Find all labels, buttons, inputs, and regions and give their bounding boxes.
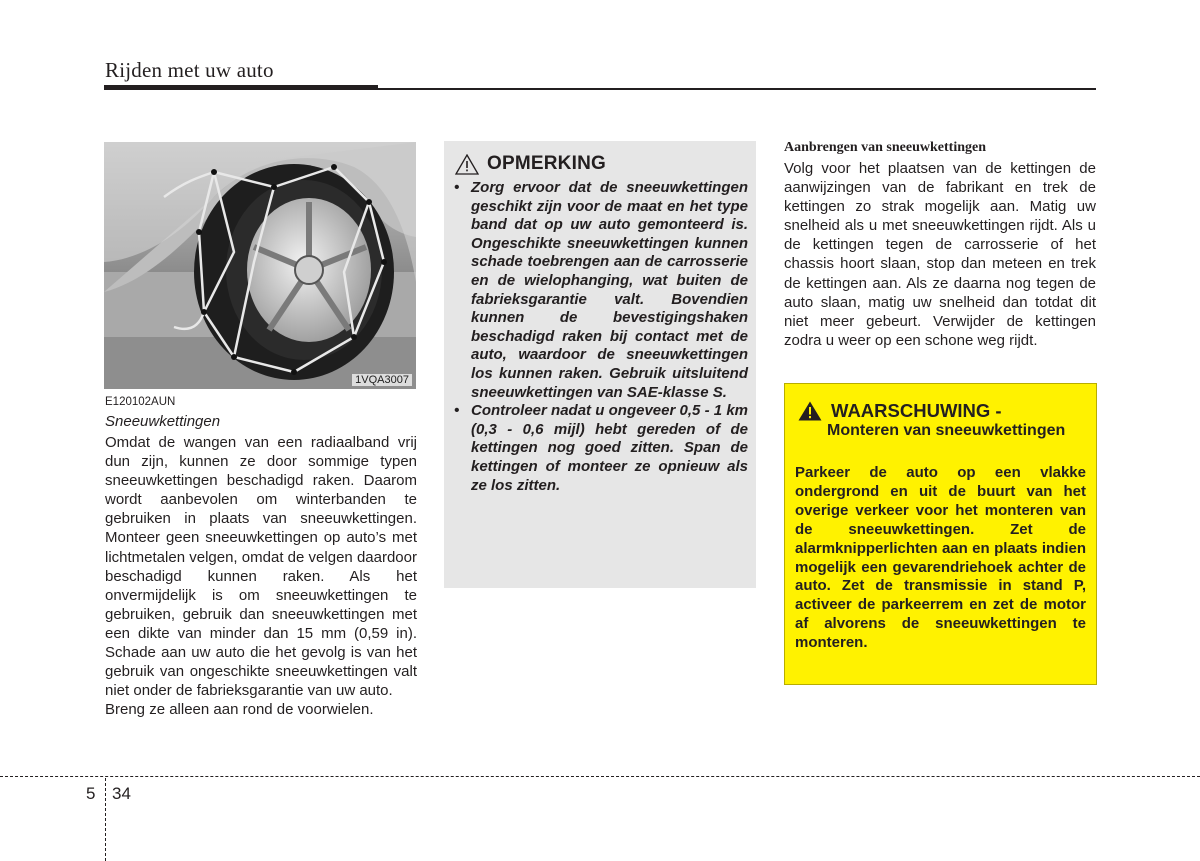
chapter-number: 5: [86, 784, 96, 803]
section-reference-code: E120102AUN: [105, 396, 176, 408]
warning-title: WAARSCHUWING -: [831, 400, 1002, 421]
footer-divider: [0, 776, 1200, 777]
note-list-item: [452, 179, 748, 402]
warning-header: [798, 400, 1002, 422]
note-list-item: [452, 402, 748, 495]
page-header-title: Rijden met uw auto: [105, 58, 274, 82]
note-title: OPMERKING: [487, 153, 606, 174]
tire-with-snow-chains-illustration: [104, 142, 416, 389]
footer-vertical-divider: [105, 778, 106, 861]
warning-triangle-icon: [798, 401, 822, 421]
figure-code: 1VQA3007: [352, 374, 412, 386]
note-header: [455, 153, 606, 175]
body-paragraph: Volg voor het plaatsen van de kettingen de aanwijzingen van de fabrikant en trek de kettingen zo strak mogelijk aan. Matig uw snelheid als u met sneeuwkettingen rijdt. Als u de kettingen tegen de carrosserie of het chassis hoort slaan, stop dan meteen en trek de kettingen aan. Als ze daarna nog tegen de auto slaan, matig uw snelheid dan totdat dit niet meer gebeurt. Verwijder de kettingen zodra u weer op een schone weg rijdt.: [784, 160, 1096, 349]
warning-subtitle: Monteren van sneeuwkettingen: [827, 422, 1066, 439]
warning-box: [784, 383, 1097, 685]
caution-triangle-icon: [455, 154, 479, 175]
note-item-text: Controleer nadat u ongeveer 0,5 - 1 km (0,3 - 0,6 mijl) hebt gereden of de kettingen nog goed zitten. Span de kettingen of monteer ze opnieuw als ze los zitten.: [471, 402, 748, 494]
bullet-icon: •: [454, 179, 460, 196]
section-heading: Aanbrengen van sneeuwkettingen: [784, 140, 986, 155]
note-list: [452, 179, 748, 495]
tire-chain-figure: [104, 142, 416, 389]
body-last-line: Breng ze alleen aan rond de voorwielen.: [105, 701, 374, 719]
header-rule-thin: [378, 88, 1096, 90]
header-rule-thick: [104, 85, 378, 90]
page-number: 34: [112, 784, 131, 803]
note-box: [444, 141, 756, 588]
section-subheading: Sneeuwkettingen: [105, 413, 221, 430]
note-item-text: Zorg ervoor dat de sneeuwkettingen geschikt zijn voor de maat en het type band dat op uw auto gemonteerd is. Ongeschikte sneeuwkettingen kunnen schade toebrengen aan de carrosserie en de wielophanging, wat buiten de fabrieksgarantie valt. Bovendien kunnen de bevestigingshaken beschadigd raken bij contact met de auto, waardoor de sneeuwkettingen los kunnen raken. Gebruik uitsluitend sneeuwkettingen van SAE-klasse S.: [471, 179, 748, 401]
left-column: [105, 412, 417, 719]
body-paragraph: Omdat de wangen van een radiaalband vrij dun zijn, kunnen ze door sommige typen sneeuwkettingen beschadigd raken. Daarom wordt aanbevolen om winterbanden te gebruiken in plaats van sneeuwkettingen. Monteer geen sneeuwkettingen op auto’s met lichtmetalen velgen, omdat de velgen daardoor beschadigd kunnen raken. Als het onvermijdelijk is om sneeuwkettingen te gebruiken, gebruik dan sneeuwkettingen met een dikte van minder dan 15 mm (0,59 in). Schade aan uw auto die het gevolg is van het gebruik van ongeschikte sneeuwkettingen valt niet onder de fabrieksgarantie van uw auto.: [105, 434, 417, 700]
warning-text: Parkeer de auto op een vlakke ondergrond en uit de buurt van het overige verkeer voor het monteren van de sneeuwkettingen. Zet de alarmknipperlichten aan en plaats indien mogelijk een gevarendriehoek achter de auto. Zet de transmissie in stand P, activeer de parkeerrem en zet de motor af alvorens de sneeuwkettingen te monteren.: [795, 464, 1086, 652]
right-column: [784, 139, 1096, 350]
bullet-icon: •: [454, 402, 460, 420]
